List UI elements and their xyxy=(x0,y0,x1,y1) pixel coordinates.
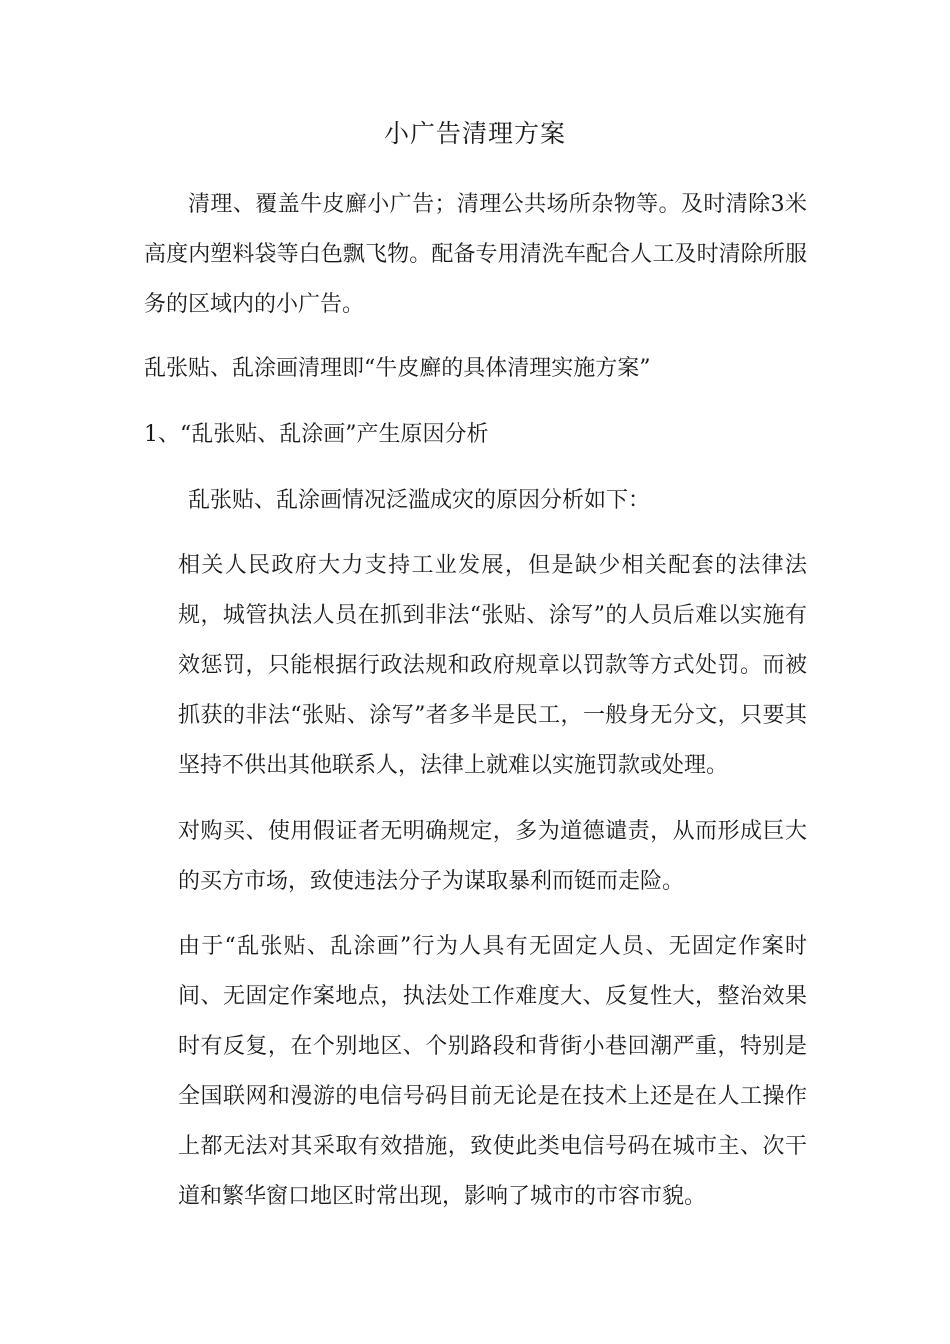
intro-paragraph: 清理、覆盖牛皮廯小广告；清理公共场所杂物等。及时清除3米高度内塑料袋等白色飘飞物。配备专用清洗车配合人工及时清除所服务的区域内的小广告。 xyxy=(144,192,807,317)
analysis-lead-paragraph: 乱张贴、乱涂画情况泛滥成灾的原因分析如下： xyxy=(188,488,651,513)
reason-paragraph-3: 由于“乱张贴、乱涂画”行为人具有无固定人员、无固定作案时间、无固定作案地点，执法处工作难度大、反复性大，整治效果时有反复，在个别地区、个别路段和背街小巷回潮严重，特别是全国联网和漫游的电信号码目前无论是在技术上还是在人工操作上都无法对其采取有效措施，致使此类电信号码在城市主、次干道和繁华窗口地区时常出现，影响了城市的市容市貌。 xyxy=(178,934,807,1209)
reason-paragraph-1: 相关人民政府大力支持工业发展，但是缺少相关配套的法律法规，城管执法人员在抓到非法“张贴、涂写”的人员后难以实施有效惩罚，只能根据行政法规和政府规章以罚款等方式处罚。而被抓获的非法“张贴、涂写”者多半是民工，一般身无分文，只要其坚持不供出其他联系人，法律上就难以实施罚款或处理。 xyxy=(178,553,807,778)
reason-paragraph-2: 对购买、使用假证者无明确规定，多为道德谴责，从而形成巨大的买方市场，致使违法分子为谋取暴利而铤而走险。 xyxy=(178,819,807,894)
section-heading: 乱张贴、乱涂画清理即“牛皮廯的具体清理实施方案” xyxy=(144,356,651,381)
subsection-heading: 1、“乱张贴、乱涂画”产生原因分析 xyxy=(144,422,489,447)
document-title: 小广告清理方案 xyxy=(383,119,566,148)
